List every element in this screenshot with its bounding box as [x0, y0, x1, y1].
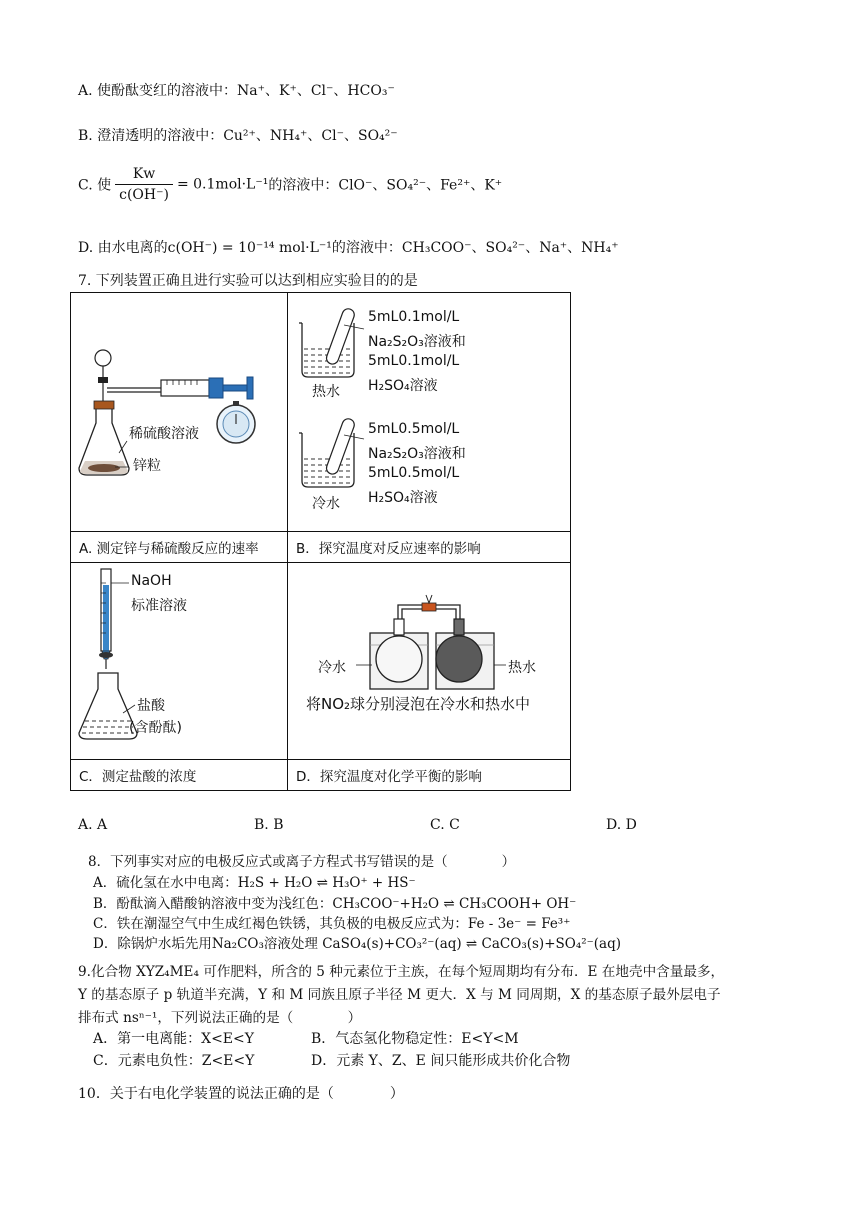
q7-answer-c: C. C — [430, 817, 460, 833]
q7-cell-d-caption: D．探究温度对化学平衡的影响 — [288, 760, 571, 791]
fraction-numerator: Kw — [115, 166, 173, 185]
zinc-acid-apparatus-figure — [71, 293, 287, 531]
top-solution-line-2: Na₂S₂O₃溶液和 — [368, 334, 466, 350]
bottom-solution-line-1: 5mL0.5mol/L — [368, 421, 460, 437]
q9-option-c: C．元素电负性：Z<E<Y — [93, 1053, 255, 1069]
q9-option-a: A．第一电离能：X<E<Y — [93, 1031, 254, 1047]
q7-apparatus-table — [70, 292, 571, 791]
zinc-granules-label: 锌粒 — [133, 458, 161, 474]
q6-option-d — [78, 237, 619, 257]
q6-option-a — [78, 80, 395, 100]
q7-cell-a-caption: A. 测定锌与稀硫酸反应的速率 — [71, 532, 288, 563]
bottom-solution-line-4: H₂SO₄溶液 — [368, 490, 438, 506]
cold-water-label: 冷水 — [312, 496, 340, 512]
top-solution-line-3: 5mL0.1mol/L — [368, 353, 460, 369]
no2-description: 将NO₂球分别浸泡在冷水和热水中 — [306, 695, 531, 713]
q6-option-d-expr: c(OH⁻) = 10⁻¹⁴ mol·L⁻¹ — [167, 240, 332, 256]
hydrochloric-acid-label: 盐酸 — [137, 698, 165, 714]
q6-option-c — [78, 166, 502, 203]
q6-option-b — [78, 125, 398, 145]
q6-option-c-fraction — [115, 166, 173, 203]
hot-water-label: 热水 — [312, 384, 340, 400]
bottom-solution-line-3: 5mL0.5mol/L — [368, 465, 460, 481]
q7-cell-d-figure — [288, 563, 571, 760]
q7-answer-d: D. D — [606, 817, 637, 833]
q9-stem-line-1: 9.化合物 XYZ₄ME₄ 可作肥料，所含的 5 种元素位于主族，在每个短周期均有分布．E 在地壳中含量最多， — [78, 964, 725, 980]
hot-water-label-d: 热水 — [508, 660, 536, 676]
q8-option-a: A．硫化氢在水中电离：H₂S + H₂O ⇌ H₃O⁺ + HS⁻ — [93, 875, 416, 891]
q7-cell-b-caption: B．探究温度对反应速率的影响 — [288, 532, 571, 563]
top-solution-line-4: H₂SO₄溶液 — [368, 378, 438, 394]
q7-cell-c-caption: C．测定盐酸的浓度 — [71, 760, 288, 791]
q7-stem: 7. 下列装置正确且进行实验可以达到相应实验目的的是 — [78, 273, 418, 289]
q8-option-d: D．除锅炉水垢先用Na₂CO₃溶液处理 CaSO₄(s)+CO₃²⁻(aq) ⇌ CaCO₃(s)+SO₄²⁻(aq) — [93, 936, 621, 952]
phenolphthalein-label: (含酚酞) — [129, 720, 182, 736]
q7-answer-b: B. B — [254, 817, 284, 833]
q6-option-b-prefix: B. 澄清透明的溶液中： — [78, 128, 224, 144]
q8-stem: 8．下列事实对应的电极反应式或离子方程式书写错误的是（ ） — [88, 854, 516, 870]
q6-option-c-suffix: 的溶液中：ClO⁻、SO₄²⁻、Fe²⁺、K⁺ — [268, 177, 503, 194]
naoh-label: NaOH — [131, 573, 172, 589]
q7-answer-a: A. A — [78, 817, 108, 833]
cold-water-label-d: 冷水 — [318, 660, 346, 676]
q7-cell-c-figure — [71, 563, 288, 760]
bottom-solution-line-2: Na₂S₂O₃溶液和 — [368, 446, 466, 462]
q9-stem-line-2: Y 的基态原子 p 轨道半充满，Y 和 M 同族且原子半径 M 更大．X 与 M 同周期，X 的基态原子最外层电子 — [78, 987, 721, 1003]
q7-cell-a-figure — [71, 293, 288, 532]
q6-option-a-ions: Na⁺、K⁺、Cl⁻、HCO₃⁻ — [237, 83, 395, 99]
q6-option-b-ions: Cu²⁺、NH₄⁺、Cl⁻、SO₄²⁻ — [223, 128, 398, 144]
q9-option-b: B．气态氢化物稳定性：E<Y<M — [311, 1031, 519, 1047]
q6-option-d-suffix: 的溶液中：CH₃COO⁻、SO₄²⁻、Na⁺、NH₄⁺ — [331, 240, 619, 256]
dilute-sulfuric-acid-label: 稀硫酸溶液 — [129, 426, 199, 442]
q8-option-c: C．铁在潮湿空气中生成红褐色铁锈，其负极的电极反应式为：Fe - 3e⁻ = Fe³⁺ — [93, 916, 571, 932]
standard-solution-label: 标准溶液 — [131, 598, 187, 614]
q9-stem-line-3: 排布式 nsⁿ⁻¹，下列说法正确的是（ ） — [78, 1010, 362, 1026]
q6-option-d-prefix: D. 由水电离的 — [78, 240, 168, 256]
q6-option-c-equals: = 0.1mol·L⁻¹ — [176, 176, 269, 193]
q6-option-c-prefix: C. 使 — [78, 177, 112, 194]
q6-option-a-prefix: A. 使酚酞变红的溶液中： — [78, 83, 238, 99]
q8-option-b: B．酚酞滴入醋酸钠溶液中变为浅红色：CH₃COO⁻+H₂O ⇌ CH₃COOH+ OH⁻ — [93, 896, 577, 912]
q9-option-d: D．元素 Y、Z、E 间只能形成共价化合物 — [311, 1053, 571, 1069]
fraction-denominator: c(OH⁻) — [119, 187, 169, 203]
q7-cell-b-figure — [288, 293, 571, 532]
top-solution-line-1: 5mL0.1mol/L — [368, 309, 460, 325]
q10-stem: 10．关于右电化学装置的说法正确的是（ ） — [78, 1086, 404, 1102]
